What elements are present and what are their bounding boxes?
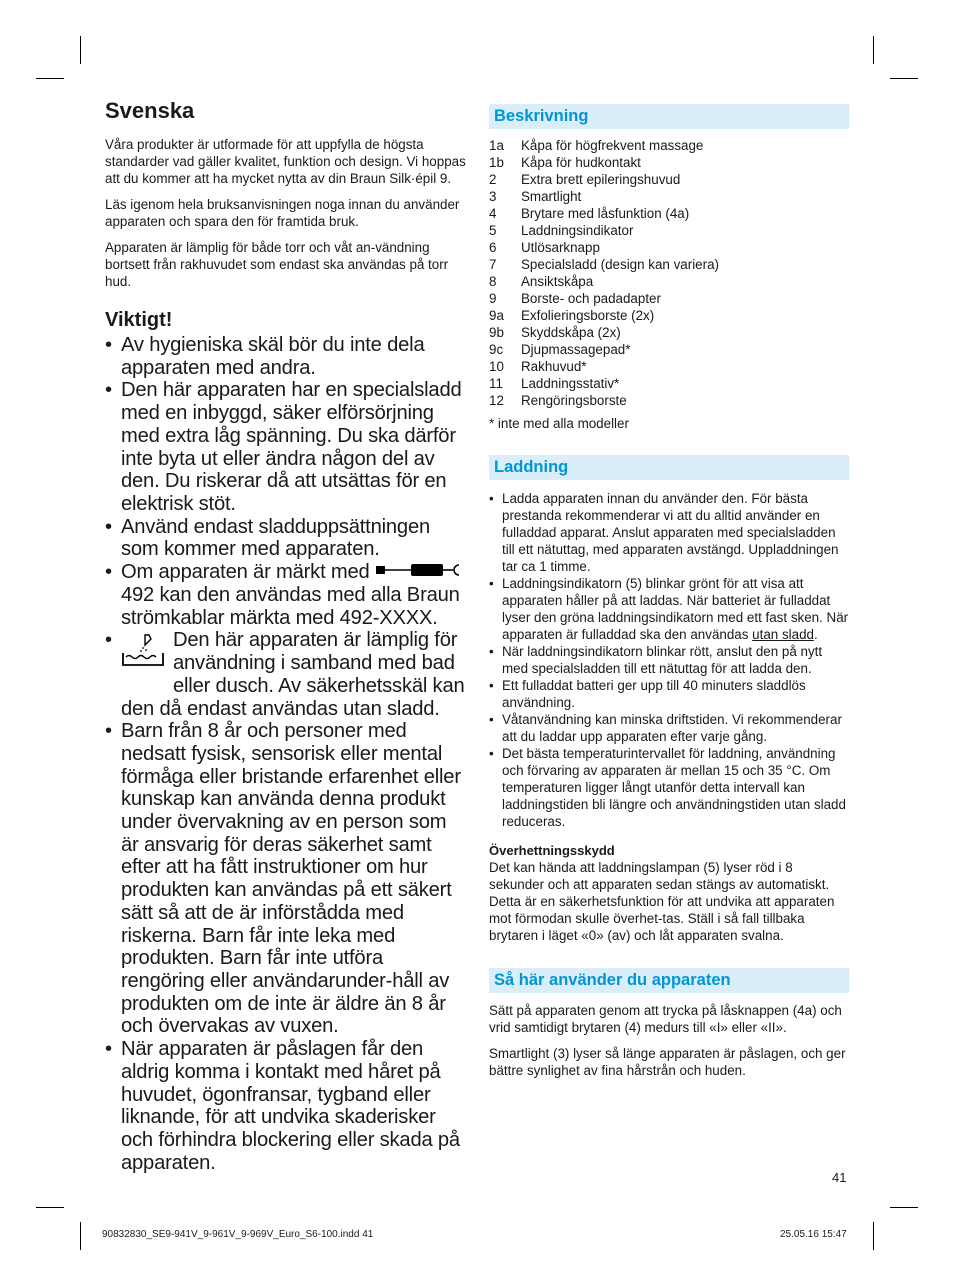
section-heading-usage: Så här använder du apparaten bbox=[489, 968, 849, 993]
part-row bbox=[489, 205, 849, 222]
important-item: • Barn från 8 år och personer med nedsatt fysisk, sensorisk eller mental förmåga eller bristande erfarenhet eller kunskap kan använda denna produkt under övervakning av en person som är ansvarig för deras säkerhet samt efter att ha fått instruktioner om hur produkten kan användas på ett säkert sätt så att de är införstådda med riskerna. Barn får inte leka med produkten. Barn får inte utföra rengöring eller användarunder-håll av produkten om de inte är äldre än 8 år och övervakas av vuxen. bbox=[105, 720, 467, 1038]
part-text: Kåpa för hudkontakt bbox=[521, 155, 641, 170]
part-text: Brytare med låsfunktion (4a) bbox=[521, 206, 690, 221]
important-item: • När apparaten är påslagen får den aldrig komma i kontakt med håret på huvudet, ögonfransar, tygband eller liknande, för att undvika skaderisker och förhindra blockering eller skada på apparaten. bbox=[105, 1038, 467, 1174]
parts-list bbox=[489, 137, 849, 409]
part-row bbox=[489, 341, 849, 358]
part-text: Rengöringsborste bbox=[521, 393, 627, 408]
shower-bath-icon bbox=[121, 631, 165, 675]
crop-mark bbox=[873, 36, 874, 64]
charging-item: • Det bästa temperaturintervallet för laddning, användning och förvaring av apparaten är mellan 15 och 35 °C. Om temperaturen ligger långt utanför detta intervall kan laddningstiden bli längre och användningstiden utan sladd reduceras. bbox=[489, 745, 849, 830]
intro-paragraph: Våra produkter är utformade för att uppfylla de högsta standarder vad gäller kvalitet, funktion och design. Vi hoppas att du kommer att ha mycket nytta av din Braun Silk·épil 9. bbox=[105, 137, 466, 186]
part-text: Skyddskåpa (2x) bbox=[521, 325, 621, 340]
important-item: • Av hygieniska skäl bör du inte dela apparaten med andra. bbox=[105, 334, 467, 379]
part-number: 4 bbox=[489, 206, 497, 221]
crop-mark bbox=[80, 1222, 81, 1250]
part-text: Laddningsstativ* bbox=[521, 376, 620, 391]
part-number: 1b bbox=[489, 155, 504, 170]
part-number: 11 bbox=[489, 376, 503, 391]
overheat-heading: Överhettningsskydd bbox=[489, 843, 615, 858]
part-text: Extra brett epileringshuvud bbox=[521, 172, 681, 187]
usage-paragraph: Sätt på apparaten genom att trycka på låsknappen (4a) och vrid samtidigt brytaren (4) medurs till «I» eller «II». bbox=[489, 1003, 842, 1035]
left-column bbox=[105, 98, 467, 1174]
part-text: Ansiktskåpa bbox=[521, 274, 594, 289]
part-number: 9c bbox=[489, 342, 504, 357]
page-title: Svenska bbox=[105, 98, 195, 123]
part-row bbox=[489, 137, 849, 154]
part-row bbox=[489, 358, 849, 375]
charging-list bbox=[489, 490, 849, 830]
part-text: Borste- och padadapter bbox=[521, 291, 661, 306]
crop-mark bbox=[80, 36, 81, 64]
part-text: Utlösarknapp bbox=[521, 240, 600, 255]
part-row bbox=[489, 375, 849, 392]
part-number: 9b bbox=[489, 325, 504, 340]
part-number: 2 bbox=[489, 172, 497, 187]
part-number: 10 bbox=[489, 359, 504, 374]
part-text: Djupmassagepad* bbox=[521, 342, 631, 357]
footer-file: 90832830_SE9-941V_9-961V_9-969V_Euro_S6-100.indd 41 bbox=[102, 1229, 374, 1240]
usage-paragraph: Smartlight (3) lyser så länge apparaten är påslagen, och ger bättre synlighet av fina hårstrån och huden. bbox=[489, 1046, 846, 1078]
part-text: Rakhuvud* bbox=[521, 359, 587, 374]
charging-item: • Ett fulladdat batteri ger upp till 40 minuters sladdlös användning. bbox=[489, 677, 849, 711]
crop-mark bbox=[890, 1207, 918, 1208]
part-number: 7 bbox=[489, 257, 497, 272]
part-row bbox=[489, 290, 849, 307]
crop-mark bbox=[890, 78, 918, 79]
part-row bbox=[489, 222, 849, 239]
part-row bbox=[489, 324, 849, 341]
intro-paragraph: Läs igenom hela bruksanvisningen noga innan du använder apparaten och spara den för framtida bruk. bbox=[105, 197, 460, 229]
important-item: • Om apparaten är märkt med 492 kan den användas med alla Braun strömkablar märkta med 492-XXXX. bbox=[105, 561, 467, 629]
intro-paragraph: Apparaten är lämplig för både torr och våt an-vändning bortsett från rakhuvudet som endast ska användas på torr hud. bbox=[105, 240, 449, 289]
power-cord-icon bbox=[375, 561, 463, 584]
part-text: Laddningsindikator bbox=[521, 223, 634, 238]
charging-item: • Våtanvändning kan minska driftstiden. Vi rekommenderar att du laddar upp apparaten efter varje gång. bbox=[489, 711, 849, 745]
part-number: 1a bbox=[489, 138, 504, 153]
part-number: 9 bbox=[489, 291, 497, 306]
part-number: 9a bbox=[489, 308, 504, 323]
important-item: • Den här apparaten har en specialsladd med en inbyggd, säker elförsörjning med extra låg spänning. Du ska därför inte byta ut eller ändra någon del av den. Du riskerar då att utsättas för en elektrisk stöt. bbox=[105, 379, 467, 515]
part-number: 3 bbox=[489, 189, 497, 204]
important-item: • Den här apparaten är lämplig för användning i samband med bad eller dusch. Av säkerhetsskäl kan den då endast användas utan sladd. bbox=[105, 629, 467, 720]
part-row bbox=[489, 171, 849, 188]
charging-item: • Ladda apparaten innan du använder den. För bästa prestanda rekommenderar vi att du alltid använder en fulladdad apparat. Anslut apparaten med specialsladden till ett nätuttag, med apparaten avstängd. Uppladdningen tar ca 1 timme. bbox=[489, 490, 849, 575]
footer-date: 25.05.16 15:47 bbox=[780, 1229, 847, 1240]
part-row bbox=[489, 273, 849, 290]
crop-mark bbox=[36, 1207, 64, 1208]
charging-item: • När laddningsindikatorn blinkar rött, anslut den på nytt med specialsladden till ett nätuttag för att ladda den. bbox=[489, 643, 849, 677]
part-text: Specialsladd (design kan variera) bbox=[521, 257, 719, 272]
crop-mark bbox=[36, 78, 64, 79]
page-number: 41 bbox=[832, 1170, 847, 1185]
cordless-link-text: utan sladd bbox=[752, 627, 814, 642]
part-row bbox=[489, 154, 849, 171]
part-number: 5 bbox=[489, 223, 497, 238]
section-heading-description: Beskrivning bbox=[489, 104, 849, 129]
part-row bbox=[489, 188, 849, 205]
overheat-text: Det kan hända att laddningslampan (5) lyser röd i 8 sekunder och att apparaten sedan stängs av automatiskt. Detta är en säkerhetsfunktion för att undvika att apparaten mot förmodan skulle överhet-tas. Ställ i så fall tillbaka brytaren i läget «0» (av) och låt apparaten svalna. bbox=[489, 860, 835, 943]
part-text: Exfolieringsborste (2x) bbox=[521, 308, 655, 323]
crop-mark bbox=[873, 1222, 874, 1250]
part-row bbox=[489, 307, 849, 324]
section-heading-charging: Laddning bbox=[489, 455, 849, 480]
part-row bbox=[489, 256, 849, 273]
part-row bbox=[489, 239, 849, 256]
part-number: 6 bbox=[489, 240, 497, 255]
important-heading: Viktigt! bbox=[105, 309, 173, 331]
parts-note: * inte med alla modeller bbox=[489, 416, 629, 431]
charging-item: • Laddningsindikatorn (5) blinkar grönt för att visa att apparaten håller på att laddas. När batteriet är fulladdat lyser den gröna laddningsindikatorn med ett fast sken. När apparaten är fulladdad ska den användas utan sladd. bbox=[489, 575, 849, 643]
right-column bbox=[489, 104, 849, 1079]
part-text: Smartlight bbox=[521, 189, 582, 204]
important-list bbox=[105, 334, 467, 1174]
part-number: 8 bbox=[489, 274, 497, 289]
part-text: Kåpa för högfrekvent massage bbox=[521, 138, 704, 153]
part-number: 12 bbox=[489, 393, 504, 408]
part-row bbox=[489, 392, 849, 409]
important-item: • Använd endast sladduppsättningen som kommer med apparaten. bbox=[105, 516, 467, 561]
